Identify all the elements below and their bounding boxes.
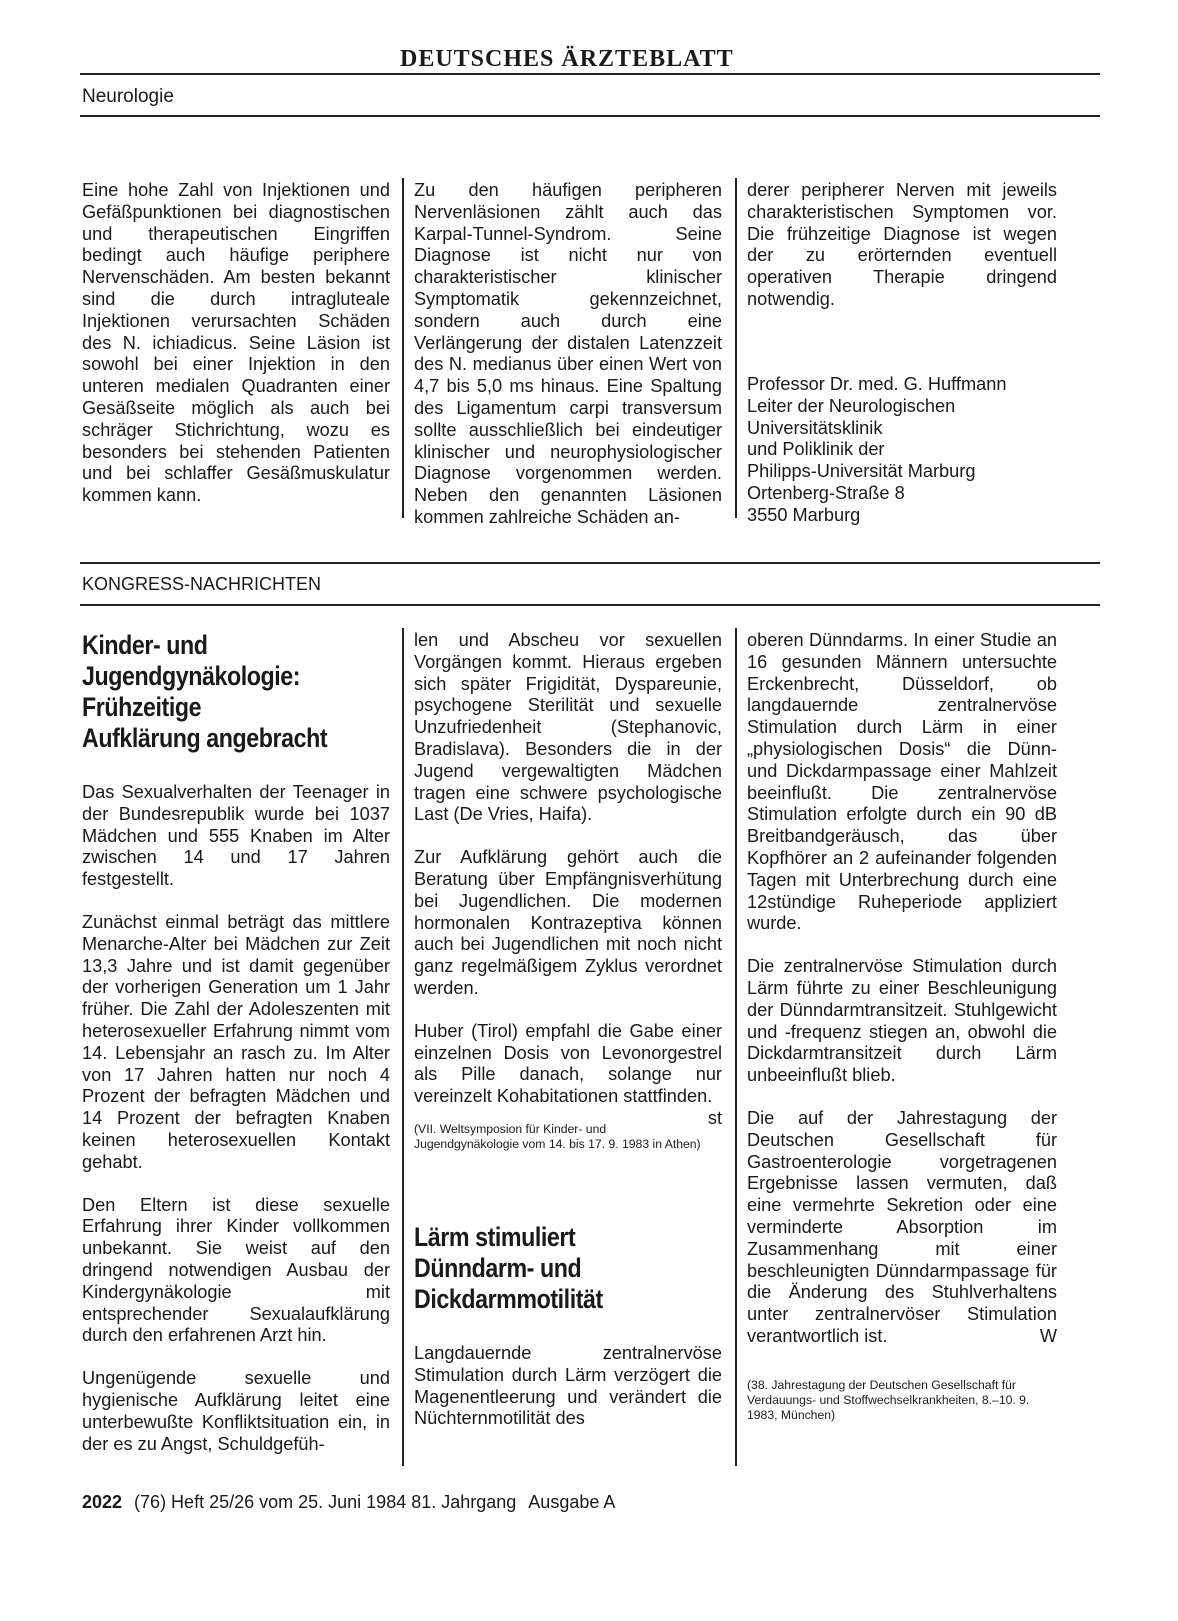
article1-column-2 [414, 180, 722, 529]
article3-signature: W [1039, 1325, 1057, 1346]
author-line: und Poliklinik der [747, 439, 885, 460]
column-divider [735, 178, 737, 518]
column-divider [735, 628, 737, 1466]
edition-label: Ausgabe A [528, 1492, 616, 1512]
column-divider [402, 628, 404, 1466]
author-line: 3550 Marburg [747, 504, 861, 525]
article1-column-3 [747, 180, 1057, 311]
article3-last-text: Die auf der Jahrestagung der Deutschen Gesellschaft für Gastroenterologie vorgetragenen Ergebnisse lassen vermuten, daß eine vermehrte Sekretion oder eine verminderte Absorption im Zusammenhang mit einer beschleunigten Dünndarmpassage für die Änderung des Stuhlverhaltens unter zentralnervöser Stimulation verantwortlich ist. [747, 1107, 1057, 1346]
news-column-1 [82, 630, 390, 1455]
article1-paragraph: Zu den häufigen peripheren Nervenläsionen zählt auch das Karpal-Tunnel-Syndrom. Seine Diagnose ist nicht nur von charakteristischer klinischer Symptomatik gekennzeichnet, sondern auch durch eine Verlängerung der distalen Latenzzeit des N. medianus über einen Wert von 4,7 bis 5,0 ms hinaus. Eine Spaltung des Ligamentum carpi transversum sollte ausschließlich bei eindeutiger klinischer und neurophysiologischer Diagnose vorgenommen werden. Neben den genannten Läsionen kommen zahlreiche Schäden an- [414, 180, 722, 527]
news-rule-bottom [80, 604, 1100, 606]
news-column-3 [747, 630, 1057, 1423]
article2-paragraph: len und Abscheu vor sexuellen Vorgängen kommt. Hieraus ergeben sich später Frigidität, Dyspareunie, psychogene Sterilität und sexuelle Unzufriedenheit (Stephanovic, Bradislava). Besonders die in der Jugend vergewaltigten Mädchen tragen eine schwere psychologische Last (De Vries, Haifa). [414, 630, 722, 825]
author-line: Ortenberg-Straße 8 [747, 482, 905, 503]
article3-paragraph: Langdauernde zentralnervöse Stimulation durch Lärm verzögert die Magenentleerung und verändert die Nüchternmotilität des [414, 1342, 722, 1429]
article2-paragraph [414, 1020, 722, 1128]
column-divider [402, 178, 404, 518]
article2-signature: st [707, 1107, 722, 1128]
header-rule-bottom [80, 115, 1100, 117]
author-line: Leiter der Neurologischen [747, 395, 956, 416]
news-column-2 [414, 630, 722, 1430]
article3-paragraph [747, 1108, 1057, 1348]
headline-line: Aufklärung angebracht [82, 723, 328, 753]
article2-last-text: Huber (Tirol) empfahl die Gabe einer einzelnen Dosis von Levonorgestrel als Pille danach, solange nur vereinzelt Kohabitationen stattfinden. [414, 1020, 722, 1107]
headline-line: Kinder- und [82, 630, 208, 660]
article2-paragraph: Den Eltern ist diese sexuelle Erfahrung ihrer Kinder vollkommen unbekannt. Sie weist auf den dringend notwendigen Ausbau der Kindergynäkologie mit entsprechender Sexualaufklärung durch den erfahrenen Arzt hin. [82, 1194, 390, 1346]
news-section-label: KONGRESS-NACHRICHTEN [82, 574, 322, 594]
article2-paragraph: Das Sexualverhalten der Teenager in der Bundesrepublik wurde bei 1037 Mädchen und 555 Knaben im Alter zwischen 14 und 17 Jahren festgestellt. [82, 782, 390, 890]
article2-paragraph: Ungenügende sexuelle und hygienische Aufklärung leitet eine unterbewußte Konfliktsituation ein, in der es zu Angst, Schuldgefüh- [82, 1368, 390, 1454]
article3-paragraph: oberen Dünndarms. In einer Studie an 16 gesunden Männern untersuchte Erckenbrecht, Düsseldorf, ob langdauernde zentralnervöse Stimulation durch Lärm in einer „physiologischen Dosis“ die Dünn- und Dickdarmpassage einer Mahlzeit beeinflußt. Die zentralnervöse Stimulation erfolgte durch ein 90 dB Breitbandgeräusch, das über Kopfhörer an 2 aufeinander folgenden Tagen mit Unterbrechung durch eine 12stündige Ruheperiode appliziert wurde. [747, 630, 1057, 934]
article3-headline [414, 1222, 679, 1315]
article1-column-1 [82, 180, 390, 507]
article2-paragraph: Zunächst einmal beträgt das mittlere Menarche-Alter bei Mädchen zur Zeit 13,3 Jahre und ist damit gegenüber der vorherigen Generation um 1 Jahr früher. Die Zahl der Adoleszenten mit heterosexueller Erfahrung nimmt vom 14. Lebensjahr an rasch zu. Im Alter von 17 Jahren hatten nur noch 4 Prozent der befragten Mädchen und 14 Prozent der befragten Knaben keinen heterosexuellen Kontakt gehabt. [82, 911, 390, 1172]
author-line: Philipps-Universität Marburg [747, 461, 976, 482]
article2-paragraph: Zur Aufklärung gehört auch die Beratung über Empfängnisverhütung bei Jugendlichen. Die modernen hormonalen Kontrazeptiva können auch bei Jugendlichen mit noch nicht ganz regelmäßigem Zyklus verordnet werden. [414, 847, 722, 998]
issue-info: (76) Heft 25/26 vom 25. Juni 1984 81. Jahrgang [134, 1492, 517, 1512]
article3-paragraph: Die zentralnervöse Stimulation durch Lärm führte zu einer Beschleunigung der Dünndarmtransitzeit. Stuhlgewicht und -frequenz stiegen an, obwohl die Dickdarmtransitzeit durch Lärm unbeeinflußt blieb. [747, 956, 1057, 1086]
headline-line: Jugendgynäkologie: [82, 661, 301, 691]
article2-source: (VII. Weltsymposion für Kinder- und Jugendgynäkologie vom 14. bis 17. 9. 1983 in Athen) [414, 1121, 701, 1151]
headline-line: Frühzeitige [82, 692, 202, 722]
author-line: Professor Dr. med. G. Huffmann [747, 374, 1007, 394]
page-number: 2022 [82, 1492, 123, 1512]
headline-line: Lärm stimuliert [414, 1221, 576, 1252]
headline-line: Dickdarmmotilität [414, 1283, 603, 1314]
headline-line: Dünndarm- und [414, 1252, 582, 1283]
section-label: Neurologie [82, 86, 174, 107]
article2-headline [82, 630, 347, 754]
page-footer [82, 1492, 615, 1513]
header-rule-top [80, 73, 1100, 75]
article1-paragraph: derer peripherer Nerven mit jeweils charakteristischen Symptomen vor. Die frühzeitige Diagnose ist wegen der zu erörternden eventuell operativen Therapie dringend notwendig. [747, 180, 1057, 309]
article1-paragraph: Eine hohe Zahl von Injektionen und Gefäßpunktionen bei diagnostischen und therapeutischen Eingriffen bedingt auch häufige periphere Nervenschäden. Am besten bekannt sind die durch intragluteale Injektionen verursachten Schäden des N. ichiadicus. Seine Läsion ist sowohl bei einer Injektion in den unteren medialen Quadranten einer Gesäßseite möglich als auch bei schräger Stichrichtung, wozu es besonders bei stehenden Patienten und bei schlaffer Gesäßmuskulatur kommen kann. [82, 180, 390, 506]
publication-title: DEUTSCHES ÄRZTEBLATT [400, 46, 734, 72]
article3-source: (38. Jahrestagung der Deutschen Gesellschaft für Verdauungs- und Stoffwechselkrankheiten, 8.–10. 9. 1983, München) [747, 1377, 1030, 1422]
author-address [747, 374, 1006, 527]
author-line: Universitätsklinik [747, 417, 883, 438]
news-rule-top [80, 562, 1100, 564]
